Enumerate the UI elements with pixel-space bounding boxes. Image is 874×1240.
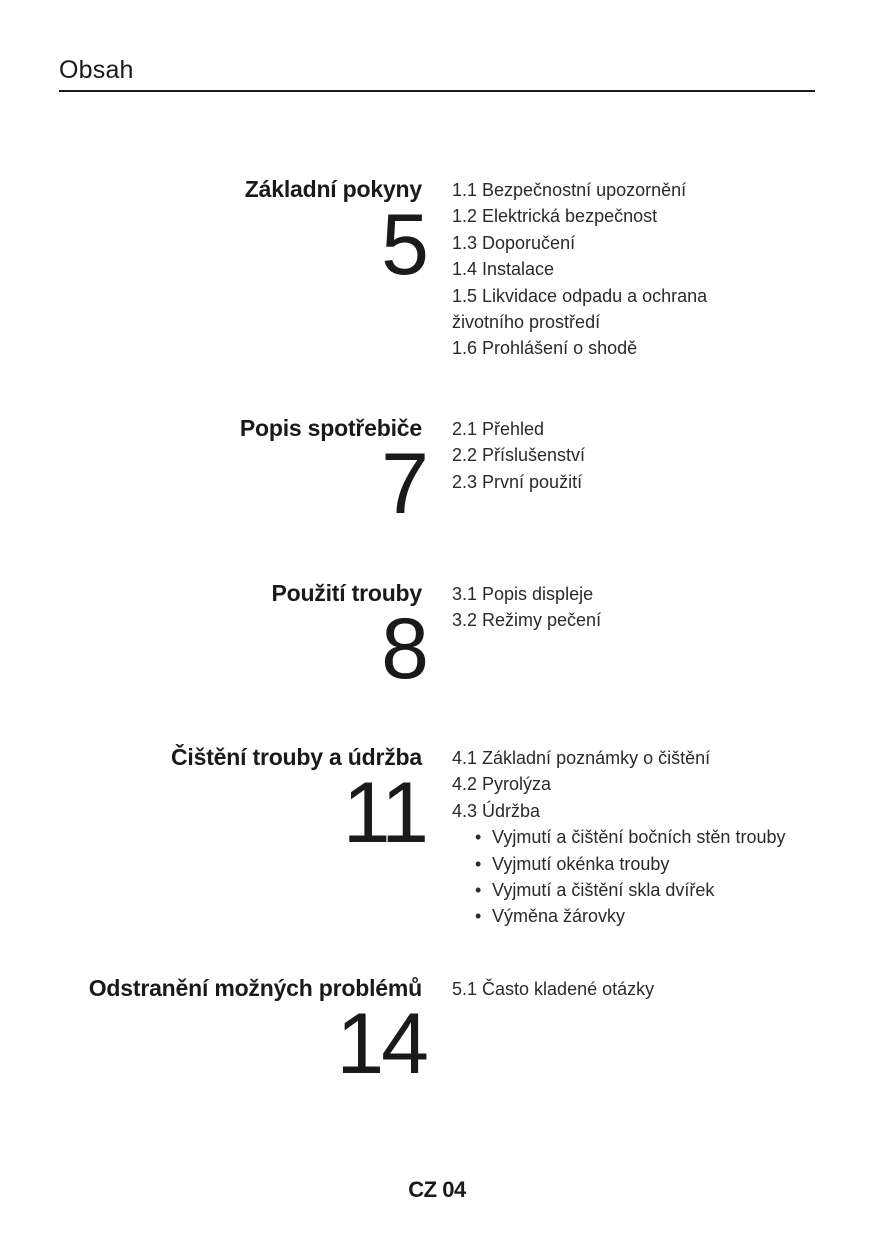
page-header [59,54,815,92]
toc-subitem[interactable] [452,877,832,903]
toc-subitem-label: Vyjmutí a čištění skla dvířek [492,880,715,901]
toc-item[interactable]: 1.5 Likvidace odpadu a ochrana [452,285,708,306]
toc-section-title[interactable]: Čištění trouby a údržba [171,744,422,770]
toc-item[interactable]: 3.1 Popis displeje [452,584,594,604]
toc-item[interactable]: 1.4 Instalace [452,259,555,280]
toc-item[interactable]: 2.2 Příslušenství [452,445,586,466]
toc-item[interactable]: 1.3 Doporučení [452,232,576,253]
toc-section-page-number: 5 [381,197,426,293]
toc-section-heading [239,413,426,532]
toc-item-continuation[interactable]: životního prostředí [452,312,601,333]
page-number-label: CZ 04 [408,1177,466,1202]
toc-subitem[interactable] [452,824,832,850]
toc-item[interactable]: 4.1 Základní poznámky o čištění [452,748,711,768]
toc-section-heading [88,973,426,1092]
toc-section-title[interactable]: Základní pokyny [244,176,422,202]
toc-item[interactable]: 4.2 Pyrolýza [452,774,552,795]
toc-subitem-label: Vyjmutí a čištění bočních stěn trouby [492,827,786,848]
toc-item[interactable]: 4.3 Údržba [452,800,541,821]
bullet-icon: • [475,906,482,927]
toc-section-page-number: 7 [381,436,426,532]
toc-section-title[interactable]: Popis spotřebiče [239,415,422,441]
bullet-icon: • [475,827,482,848]
toc-section-items [452,745,832,930]
page-title: Obsah [59,56,134,84]
toc-section-page-number: 11 [342,765,426,861]
toc-section-heading [171,742,426,861]
toc-section-page-number: 8 [381,601,426,697]
toc-section-title[interactable]: Použití trouby [271,580,422,606]
toc-subitem-label: Výměna žárovky [492,906,626,927]
toc-section-heading [271,578,426,697]
toc-section-items [452,581,832,634]
bullet-icon: • [475,880,482,901]
toc-subitem-label: Vyjmutí okénka trouby [492,853,670,874]
toc-section-heading [244,174,426,293]
toc-item[interactable]: 1.1 Bezpečnostní upozornění [452,180,687,200]
toc-item[interactable]: 1.6 Prohlášení o shodě [452,338,638,359]
toc-section-items [452,177,832,362]
toc-item[interactable]: 2.3 První použití [452,471,583,492]
toc-item[interactable]: 1.2 Elektrická bezpečnost [452,206,658,227]
toc-item[interactable]: 3.2 Režimy pečení [452,610,602,631]
page-footer [0,1177,874,1203]
toc-item[interactable]: 2.1 Přehled [452,419,545,439]
bullet-icon: • [475,853,482,874]
toc-section-page-number: 14 [336,996,426,1092]
toc-subitem[interactable] [452,903,832,929]
toc-item[interactable]: 5.1 Často kladené otázky [452,979,655,999]
toc-section-items [452,976,832,1002]
toc-subitem[interactable] [452,851,832,877]
toc-section-items [452,416,832,495]
toc-section-title[interactable]: Odstranění možných problémů [88,975,422,1001]
